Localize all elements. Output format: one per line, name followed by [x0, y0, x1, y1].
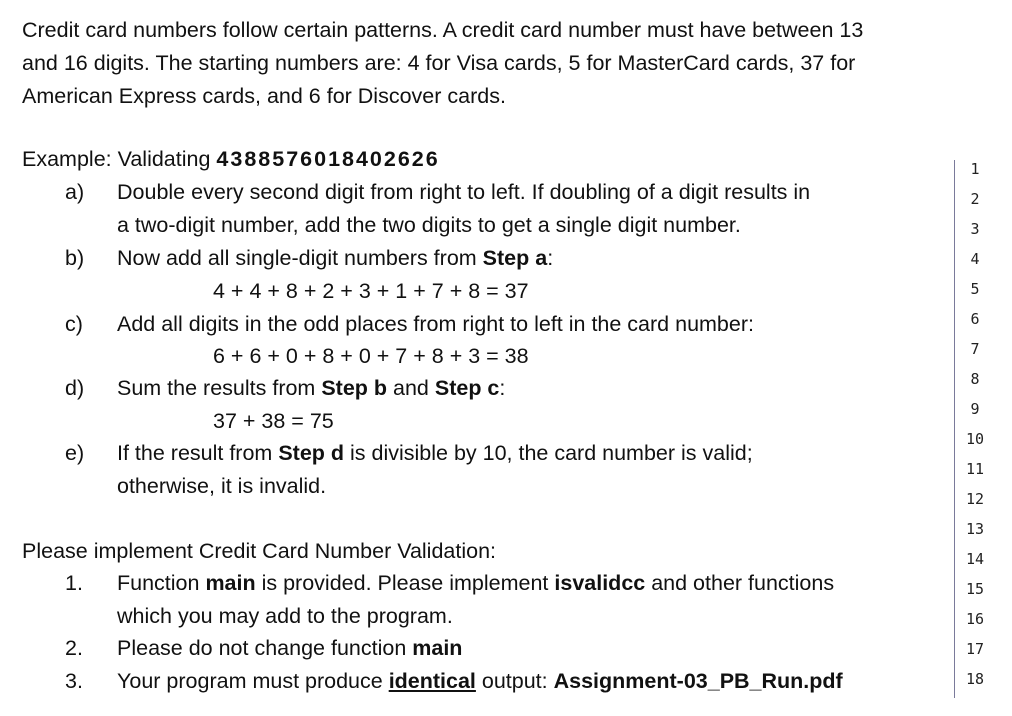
- step-label: d): [65, 376, 85, 400]
- step-text-mid: and: [387, 376, 435, 400]
- line-number: 11: [965, 460, 985, 478]
- intro-line-3: American Express cards, and 6 for Discover cards.: [22, 84, 506, 108]
- step-text-post: is divisible by 10, the card number is valid;: [344, 441, 753, 465]
- example-card-number: 4388576018402626: [216, 147, 440, 171]
- implementation-title: Please implement Credit Card Number Validation:: [22, 539, 497, 563]
- step-text: [117, 242, 935, 275]
- line-number: 5: [970, 280, 980, 298]
- impl-item-number: 3.: [65, 669, 83, 693]
- step-label: c): [65, 312, 83, 336]
- impl-text-mid: is provided. Please implement: [255, 571, 555, 595]
- impl-text-post: and other functions: [645, 571, 835, 595]
- step-a: [65, 176, 935, 242]
- line-number: 17: [965, 640, 985, 658]
- line-number: 10: [965, 430, 985, 448]
- step-e: [65, 437, 935, 503]
- line-number: 16: [965, 610, 985, 628]
- example-title: [22, 143, 440, 176]
- intro-paragraph: [22, 14, 997, 113]
- output-filename: Assignment-03_PB_Run.pdf: [553, 669, 843, 693]
- step-text-post: :: [547, 246, 554, 270]
- step-text: a two-digit number, add the two digits to get a single digit number.: [117, 213, 741, 237]
- impl-item-number: 2.: [65, 636, 83, 660]
- impl-item-text: [117, 632, 935, 665]
- impl-item-text: [117, 665, 935, 698]
- line-number: 4: [970, 250, 980, 268]
- step-text: otherwise, it is invalid.: [117, 474, 327, 498]
- line-number: 2: [970, 190, 980, 208]
- impl-text-mid: output:: [475, 669, 554, 693]
- impl-text-pre: Please do not change function: [117, 636, 413, 660]
- line-number: 12: [965, 490, 985, 508]
- impl-text-pre: Your program must produce: [117, 669, 389, 693]
- line-number-gutter: [954, 160, 995, 698]
- step-d: [65, 372, 935, 405]
- line-number: 9: [970, 400, 980, 418]
- line-number: 7: [970, 340, 980, 358]
- step-text-pre: Now add all single-digit numbers from: [117, 246, 483, 270]
- line-number: 14: [965, 550, 985, 568]
- step-text: [117, 372, 935, 405]
- step-text-pre: Sum the results from: [117, 376, 322, 400]
- line-number: 8: [970, 370, 980, 388]
- step-b: [65, 242, 935, 275]
- step-text: [117, 437, 935, 470]
- line-number: 3: [970, 220, 980, 238]
- step-ref: Step d: [278, 441, 345, 465]
- step-label: a): [65, 180, 85, 204]
- step-text-pre: If the result from: [117, 441, 279, 465]
- function-name: main: [205, 571, 256, 595]
- step-ref: Step a: [482, 246, 548, 270]
- calc-c: 6 + 6 + 0 + 8 + 0 + 7 + 8 + 3 = 38: [213, 344, 529, 368]
- function-name: isvalidcc: [554, 571, 646, 595]
- intro-line-1: Credit card numbers follow certain patterns. A credit card number must have between 13: [22, 18, 864, 42]
- intro-line-2: and 16 digits. The starting numbers are: 4 for Visa cards, 5 for MasterCard cards, 37 for: [22, 51, 856, 75]
- example-title-prefix: Example: Validating: [22, 147, 217, 171]
- impl-text-pre: Function: [117, 571, 206, 595]
- impl-item-2: [65, 632, 935, 665]
- emphasis-identical: identical: [388, 669, 476, 693]
- step-text: Add all digits in the odd places from right to left in the card number:: [117, 312, 754, 336]
- step-text: Double every second digit from right to left. If doubling of a digit results in: [117, 180, 811, 204]
- calc-b: 4 + 4 + 8 + 2 + 3 + 1 + 7 + 8 = 37: [213, 279, 529, 303]
- impl-item-text: [117, 567, 935, 600]
- step-c: [65, 308, 935, 341]
- line-number: 1: [970, 160, 980, 178]
- calc-d: 37 + 38 = 75: [213, 409, 334, 433]
- impl-item-text: which you may add to the program.: [117, 604, 453, 628]
- line-number: 15: [965, 580, 985, 598]
- impl-item-3: [65, 665, 935, 698]
- step-text-post: :: [499, 376, 506, 400]
- line-number: 13: [965, 520, 985, 538]
- impl-item-1: [65, 567, 935, 633]
- function-name: main: [412, 636, 463, 660]
- step-ref: Step c: [434, 376, 500, 400]
- step-ref: Step b: [321, 376, 388, 400]
- step-label: e): [65, 441, 85, 465]
- step-label: b): [65, 246, 85, 270]
- line-number: 6: [970, 310, 980, 328]
- line-number: 18: [965, 670, 985, 688]
- impl-item-number: 1.: [65, 571, 83, 595]
